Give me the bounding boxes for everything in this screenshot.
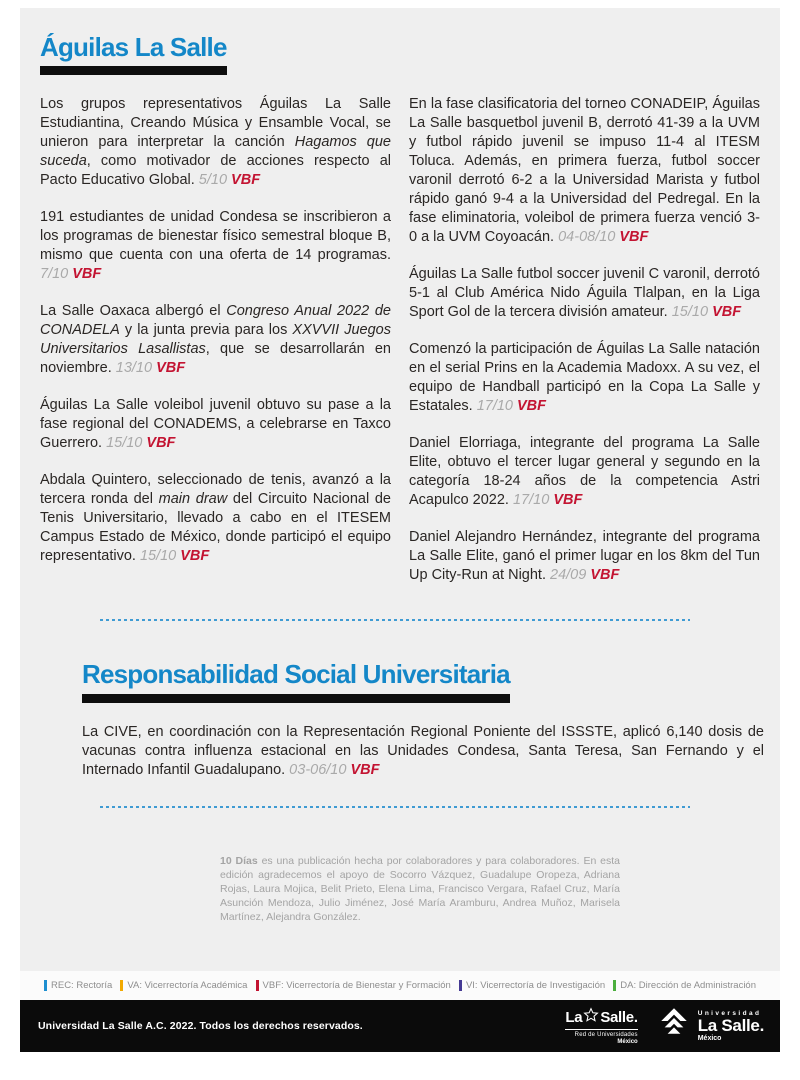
news-paragraph <box>409 340 760 416</box>
legend-label: VBF: Vicerrectoría de Bienestar y Formación <box>262 980 451 991</box>
department-tag: VBF <box>180 548 210 565</box>
date-label: 13/10 <box>111 360 157 377</box>
italic-text: Hagamos que suceda <box>40 134 391 170</box>
date-label: 17/10 <box>508 492 554 509</box>
footer-bar <box>20 1000 780 1052</box>
network-logo-salle: Salle. <box>600 1008 638 1026</box>
paragraph-text: Daniel Elorriaga, integrante del programa La Salle Elite, obtuvo el tercer lugar general y segundo en la categoría 18-24 años de la competencia Astri Acapulco 2022. <box>409 435 760 509</box>
date-label: 15/10 <box>667 304 713 321</box>
abbreviation-legend <box>20 971 780 1000</box>
date-label: 03-06/10 <box>285 761 351 778</box>
department-tag: VBF <box>590 567 620 584</box>
news-paragraph <box>40 471 391 566</box>
dashed-divider <box>100 619 690 621</box>
legend-color-bar <box>613 980 616 991</box>
department-tag: VBF <box>72 266 102 283</box>
credits-text <box>220 854 620 924</box>
date-label: 24/09 <box>546 567 591 584</box>
paragraph-text: del Circuito Nacional de Tenis Universitario, llevado a cabo en el ITESEM Campus Estado de México, donde participó el equipo representativo. <box>40 491 391 565</box>
two-column-layout <box>40 95 760 603</box>
paragraph-text: La CIVE, en coordinación con la Representación Regional Poniente del ISSSTE, aplicó 6,140 dosis de vacunas contra influenza estacional en las Unidades Condesa, Santa Teresa, San Fernando y el Internado Infantil Guadalupano. <box>82 723 764 778</box>
dashed-divider <box>100 806 690 808</box>
department-tag: VBF <box>712 304 742 321</box>
legend-item <box>613 980 756 991</box>
date-label: 17/10 <box>472 398 518 415</box>
copyright-text: Universidad La Salle A.C. 2022. Todos los derechos reservados. <box>38 1020 363 1032</box>
legend-item <box>459 980 605 991</box>
legend-color-bar <box>120 980 123 991</box>
legend-label: REC: Rectoría <box>51 980 113 991</box>
right-column <box>409 95 760 603</box>
news-paragraph <box>40 302 391 378</box>
department-tag: VBF <box>156 360 186 377</box>
news-paragraph <box>40 396 391 453</box>
network-logo-la: La <box>565 1008 583 1026</box>
section-rsu <box>20 661 780 779</box>
section-title-rsu: Responsabilidad Social Universitaria <box>82 661 510 702</box>
date-label: 15/10 <box>135 548 181 565</box>
credits-body: es una publicación hecha por colaboradores y para colaboradores. En esta edición agradecemos el apoyo de Socorro Vázquez, Guadalupe Oropeza, Adriana Rojas, Laura Mojica, Belit Prieto, Elena Lima, Francisco Vergara, Rafael Cruz, María Asunción Mendoza, Julio Jiménez, José María Aramburu, Andrea Muñoz, Marisela Martínez, Alejandra González. <box>220 854 620 923</box>
university-logo-top: Universidad <box>697 1010 762 1018</box>
university-logo-name: La Salle. <box>697 1016 764 1036</box>
paragraph-text: Águilas La Salle voleibol juvenil obtuvo su pase a la fase regional del CONADEMS, a celebrarse en Taxco Guerrero. <box>40 397 391 452</box>
paragraph-text: Abdala Quintero, seleccionado de tenis, avanzó a la tercera ronda del <box>40 472 391 508</box>
paragraph-text: En la fase clasificatoria del torneo CONADEIP, Águilas La Salle basquetbol juvenil B, derrotó 41-39 a la UVM y futbol rápido juvenil se impuso 11-4 al ITESM Toluca. Además, en primera fuerza, futbol soccer varonil derrotó 6-2 a la Universidad Marista y futbol rápido ganó 9-4 a la Universidad del Pedregal. En la fase eliminatoria, voleibol de primera fuerza venció 3-0 a la UVM Coyoacán. <box>409 96 760 246</box>
department-tag: VBF <box>553 492 583 509</box>
paragraph-text: Los grupos representativos Águilas La Salle Estudiantina, Creando Música y Ensamble Vocal, se unieron para interpretar la canción <box>40 96 391 151</box>
left-column <box>40 95 391 603</box>
rsu-body <box>82 723 764 780</box>
news-paragraph <box>82 723 764 780</box>
news-paragraph <box>409 434 760 510</box>
news-paragraph <box>40 208 391 284</box>
paragraph-text: y la junta previa para los <box>119 322 293 339</box>
section-aguilas <box>20 8 780 603</box>
italic-text: main draw <box>158 491 228 508</box>
paragraph-text: La Salle Oaxaca albergó el <box>40 303 227 320</box>
department-tag: VBF <box>231 172 261 189</box>
credits-lead: 10 Días <box>220 854 258 867</box>
university-logo <box>656 1006 764 1047</box>
network-logo-country: México <box>617 1039 638 1045</box>
date-label: 5/10 <box>194 172 232 189</box>
legend-label: VA: Vicerrectoría Académica <box>127 980 248 991</box>
paragraph-text: Comenzó la participación de Águilas La Salle natación en el serial Prins en la Academia Madoxx. A su vez, el equipo de Handball participó en la Copa La Salle y Estatales. <box>409 341 760 415</box>
date-label: 04-08/10 <box>554 229 620 246</box>
paragraph-text: Águilas La Salle futbol soccer juvenil C varonil, derrotó 5-1 al Club América Nido Águila Tlalpan, en la Liga Sport Gol de la tercera división amateur. <box>409 266 760 321</box>
department-tag: VBF <box>517 398 547 415</box>
university-logo-country: México <box>697 1034 722 1042</box>
network-logo-subtitle: Red de Universidades <box>574 1032 638 1038</box>
legend-label: VI: Vicerrectoría de Investigación <box>465 980 606 991</box>
news-paragraph <box>409 265 760 322</box>
footer-logos <box>565 1006 764 1047</box>
paragraph-text: , que se desarrollarán en noviembre. <box>40 341 391 377</box>
legend-item <box>120 980 247 991</box>
department-tag: VBF <box>350 761 380 778</box>
university-logo-text <box>698 1010 764 1042</box>
italic-text: Congreso Anual 2022 de CONADELA <box>40 303 391 339</box>
department-tag: VBF <box>619 229 649 246</box>
legend-item <box>44 980 112 991</box>
eagle-icon <box>656 1006 692 1047</box>
date-label: 15/10 <box>102 435 147 452</box>
paragraph-text: 191 estudiantes de unidad Condesa se inscribieron a los programas de bienestar físico semestral bloque B, mismo que cuenta con una oferta de 14 programas. <box>40 209 391 264</box>
legend-color-bar <box>44 980 47 991</box>
star-icon <box>582 1007 600 1027</box>
department-tag: VBF <box>146 435 176 452</box>
news-paragraph <box>409 95 760 247</box>
paragraph-text: , como motivador de acciones respecto al Pacto Educativo Global. <box>40 153 391 189</box>
news-paragraph <box>409 528 760 585</box>
network-logo <box>565 1007 637 1045</box>
newsletter-page <box>20 8 780 1052</box>
paragraph-text: Daniel Alejandro Hernández, integrante del programa La Salle Elite, ganó el primer lugar en los 8km del Tun Up City-Run at Night. <box>409 529 760 584</box>
date-label: 7/10 <box>40 266 73 283</box>
legend-color-bar <box>256 980 259 991</box>
network-logo-wordmark <box>565 1007 637 1027</box>
italic-text: XXVVII Juegos Universitarios Lasallistas <box>40 322 391 358</box>
legend-label: DA: Dirección de Administración <box>620 980 756 991</box>
legend-item <box>256 980 451 991</box>
section-title-aguilas: Águilas La Salle <box>40 34 227 75</box>
news-paragraph <box>40 95 391 190</box>
legend-color-bar <box>459 980 462 991</box>
network-logo-rule <box>565 1029 637 1030</box>
